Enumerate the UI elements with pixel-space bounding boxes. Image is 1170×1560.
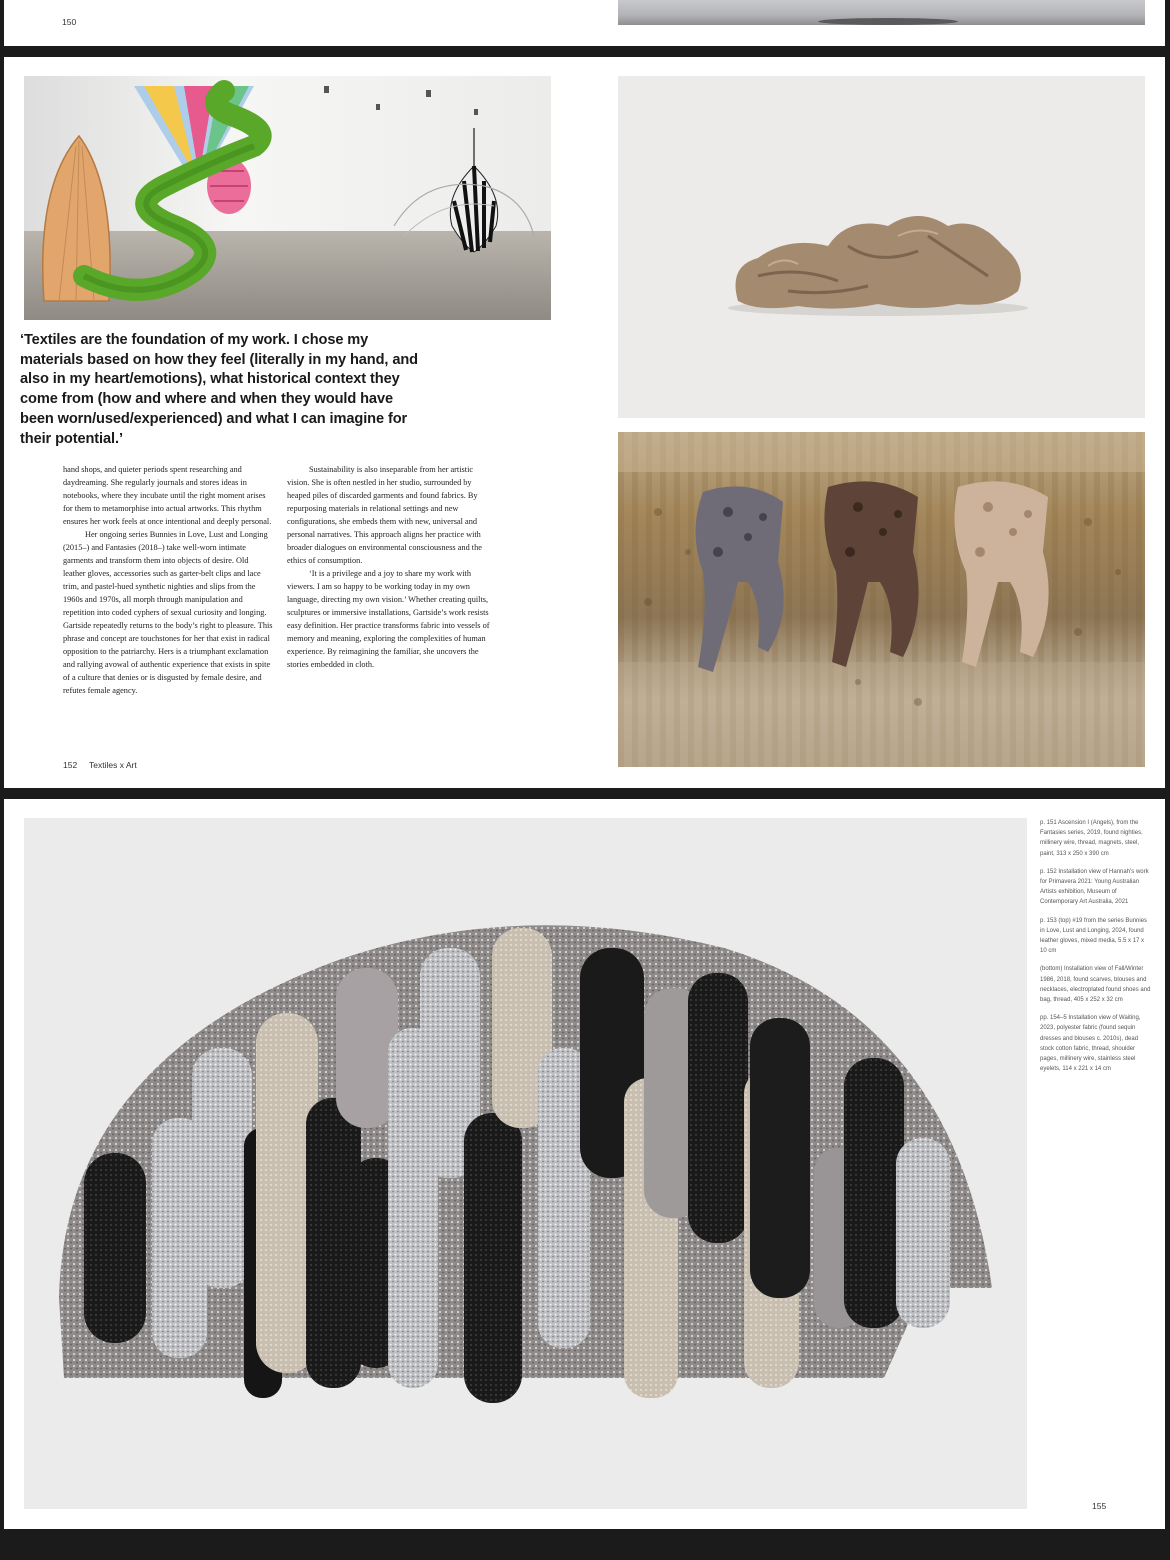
- caption: p. 151 Ascension I (Angels), from the Fantasies series, 2019, found nighties, millinery wire, thread, magnets, steel, paint, 313 x 250 x 390 cm: [1040, 820, 1143, 857]
- caption: (bottom) Installation view of Fall/Winter 1986, 2018, found scarves, blouses and necklaces, electroplated found shoes and bag, thread, 405 x 252 x 32 cm: [1040, 966, 1151, 1004]
- tapestry-garments: [618, 432, 1145, 767]
- body-paragraph: hand shops, and quieter periods spent researching and daydreaming. She regularly journals and stores ideas in notebooks, where they incubate until the right moment arises for them to metamorphise into actual artworks. This rhythm ensures her work feels at once intentional and deeply personal.: [63, 465, 272, 526]
- image-captions: [1040, 818, 1152, 1082]
- page-number: 152: [63, 760, 78, 770]
- tapestry-artwork-photo: [618, 432, 1145, 767]
- body-paragraph: Her ongoing series Bunnies in Love, Lust and Longing (2015–) and Fantasies (2018–) take well-worn intimate garments and transform them into objects of desire. Old leather gloves, accessories such as garter-belt clips and lace trim, and pastel-hued synthetic nighties and slips from the 1960s and 1970s, all morph through manipulation and repetition into coded cyphers of sexual curiosity and longing. Gartside repeatedly returns to the body’s right to pleasure. This phrase and concept are touchstones for her that exist in radical opposition to the patriarchy. Hers is a triumphant exclamation and rallying avowal of authentic experience that exists in spite of a culture that denies or is disgusted by female desire, and refutes female agency.: [63, 530, 273, 695]
- running-title: Textiles x Art: [89, 760, 137, 770]
- page-spread-top: [4, 0, 1165, 46]
- installation-photo: [24, 76, 551, 320]
- body-column-right: [287, 463, 497, 671]
- sequin-artwork-photo: [24, 818, 1027, 1509]
- page-spread-bottom: [4, 799, 1165, 1529]
- gloves-artwork-photo: [618, 76, 1145, 418]
- caption: pp. 154–5 Installation view of Waiting, 2023, polyester fabric (found sequin dresses and blouses c. 2010s), dead stock cotton fabric, thread, shoulder pages, millinery wire, stainless steel eyelets, 114 x 221 x 14 cm: [1040, 1015, 1141, 1073]
- body-column-left: [63, 463, 273, 697]
- artwork-photo: [618, 0, 1145, 25]
- body-paragraph: Sustainability is also inseparable from her artistic vision. She is often nestled in her studio, surrounded by heaped piles of discarded garments and found fabrics. By repurposing materials in relational settings and new configurations, she embeds them with new, universal and personal narratives. This approach aligns her practice with broader dialogues on environmental consciousness and the ethics of consumption.: [287, 465, 482, 565]
- gloves-sculpture: [618, 76, 1145, 418]
- page-number: 150: [62, 17, 77, 27]
- installation-artworks: [24, 76, 551, 320]
- body-paragraph: ‘It is a privilege and a joy to share my work with viewers. I am so happy to be working today in my own language, directing my own vision.’ Whether creating quilts, sculptures or immersive installations, Gartside’s work resists easy definition. Her practice transforms fabric into vessels of memory and meaning, exploring the complexities of human experience. By reimagining the familiar, she uncovers the stories embedded in cloth.: [287, 569, 490, 669]
- sequin-sculpture: [24, 818, 1027, 1509]
- pull-quote: ‘Textiles are the foundation of my work. I chose my materials based on how they feel (literally in my hand, and also in my heart/emotions), what historical context they come from (how and where and when they would have been worn/used/experienced) and what I can imagine for their potential.’: [20, 332, 418, 447]
- page-number: 155: [1092, 1501, 1107, 1511]
- caption: p. 152 Installation view of Hannah’s work for Primavera 2021: Young Australian Artists exhibition, Museum of Contemporary Art Australia, 2021: [1040, 868, 1149, 906]
- caption: p. 153 (top) #19 from the series Bunnies in Love, Lust and Longing, 2024, found leather gloves, mixed media, 5.5 x 17 x 10 cm: [1040, 917, 1148, 955]
- page-spread-middle: [4, 57, 1165, 788]
